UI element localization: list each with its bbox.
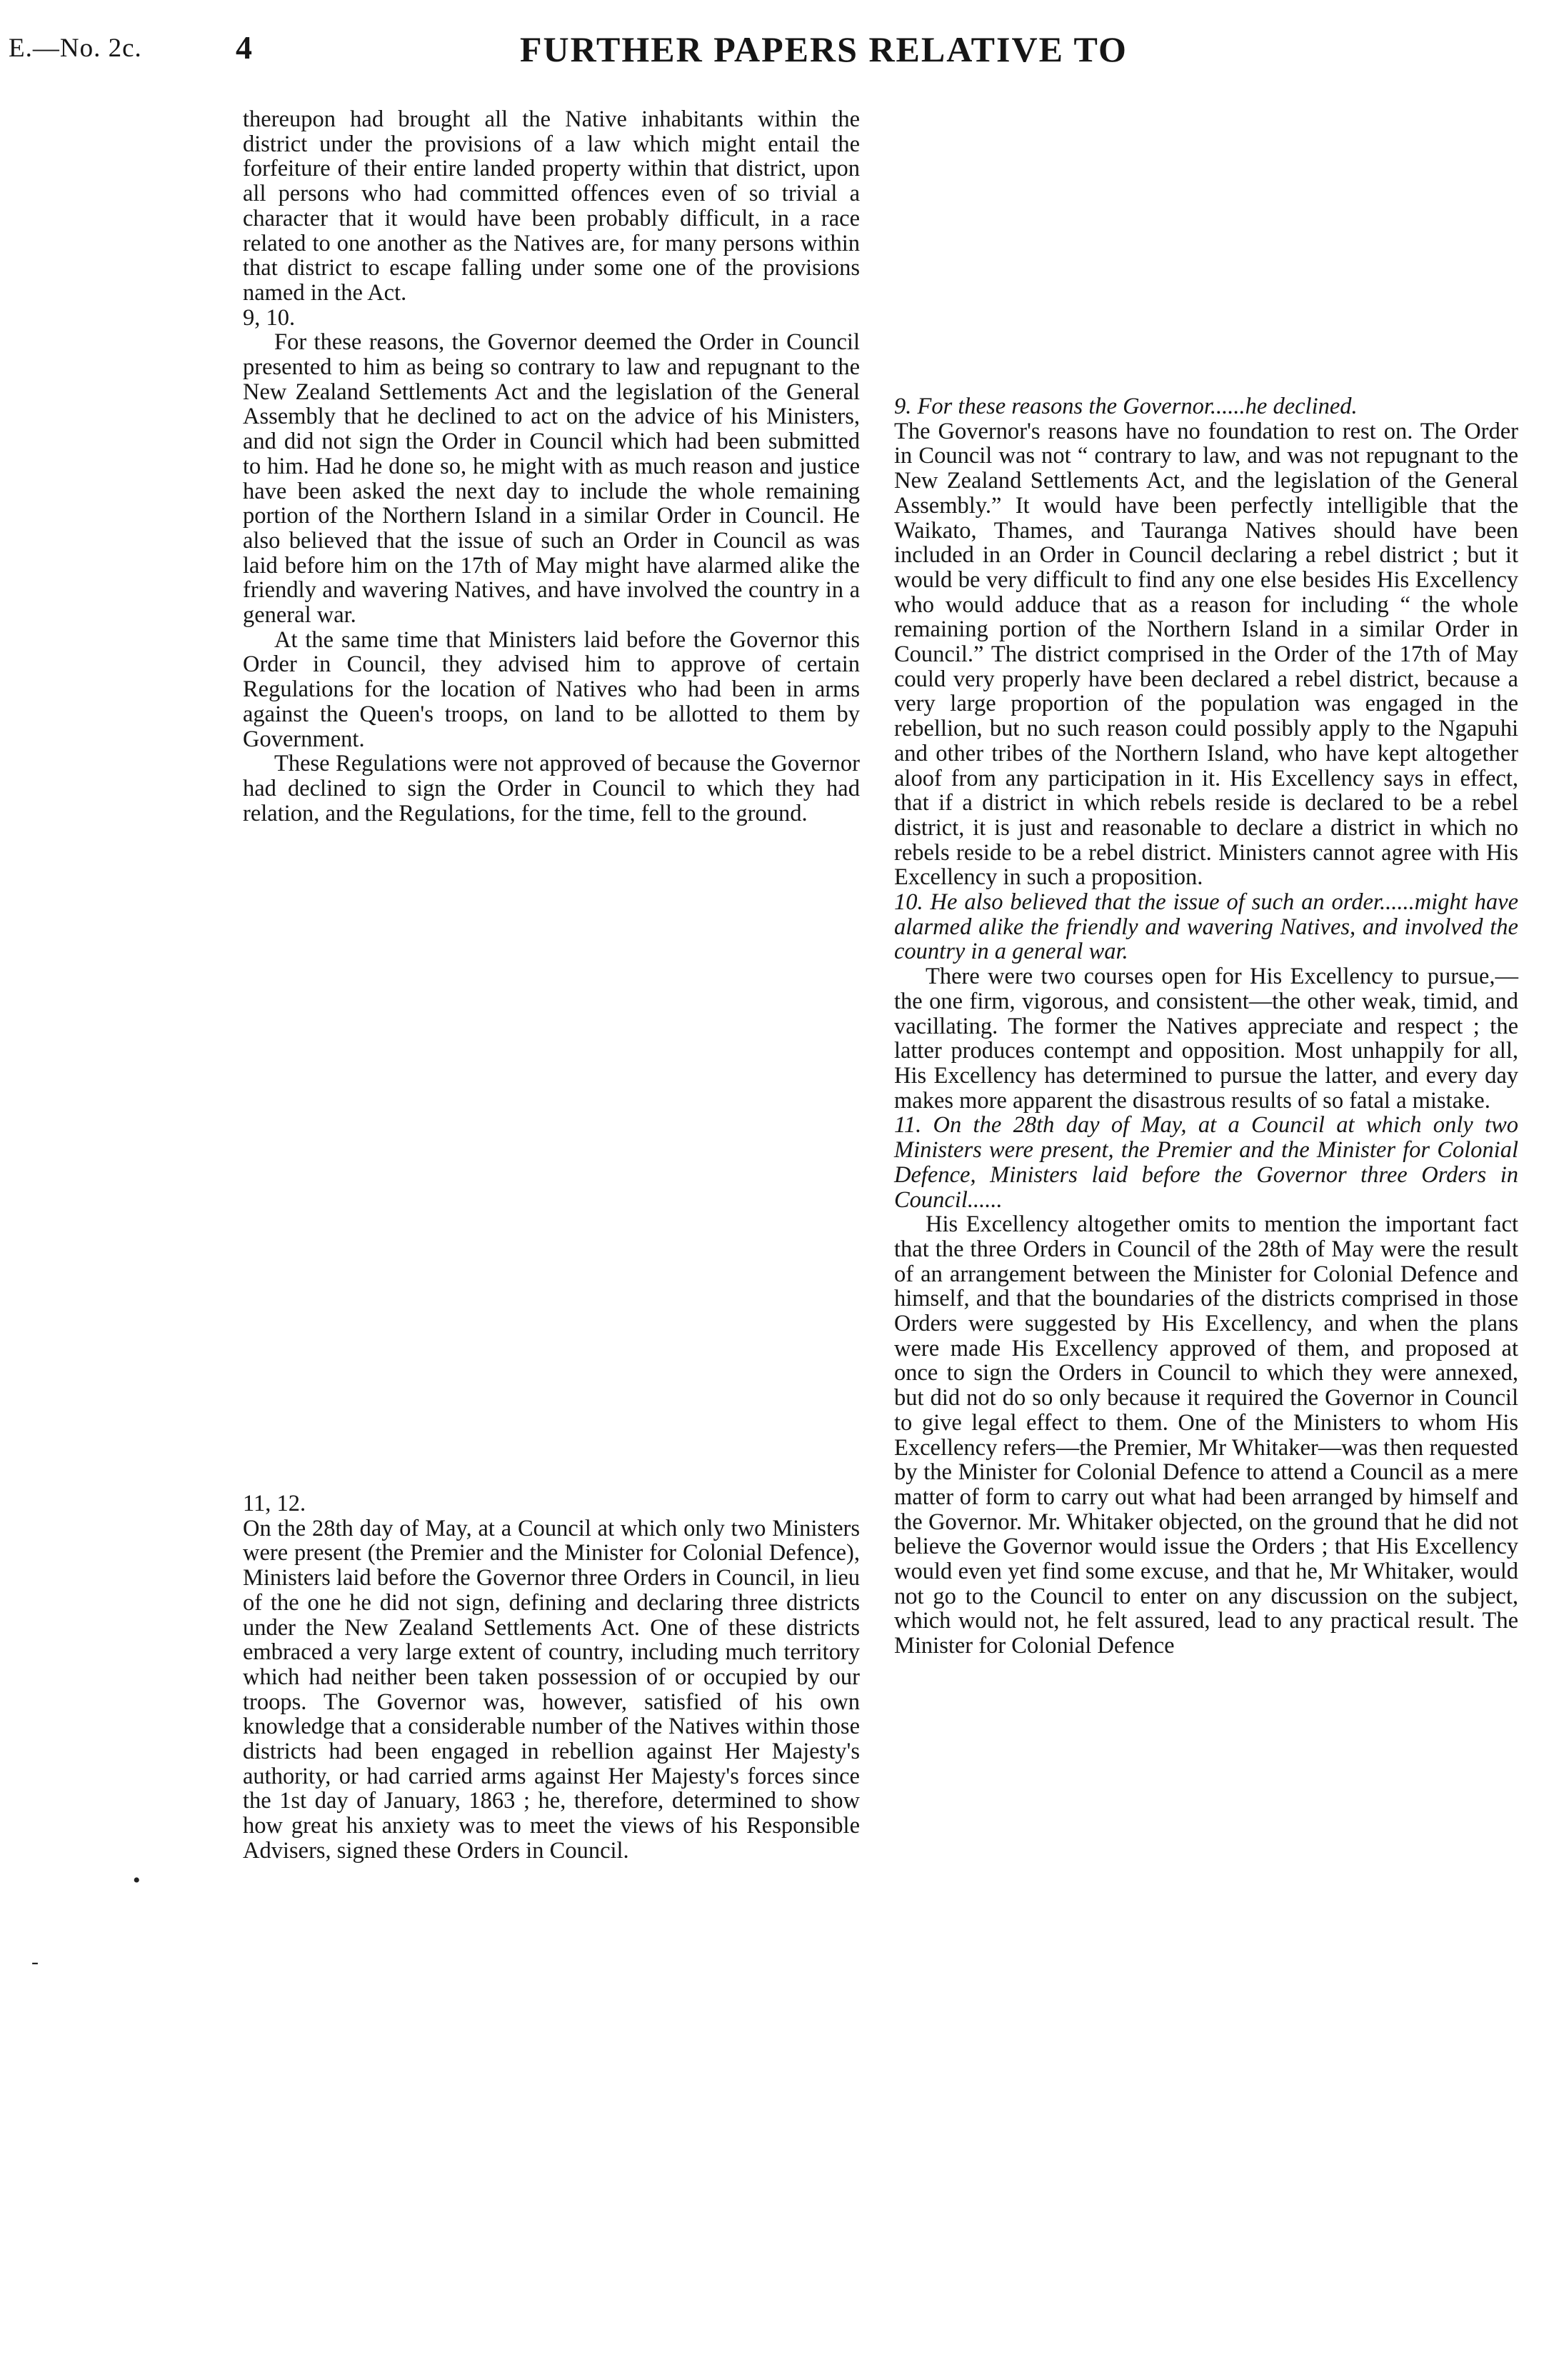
left-column-lower: [243, 1491, 860, 1864]
section-heading-9-10: 9, 10.: [243, 304, 296, 331]
quote-item-11: 11. On the 28th day of May, at a Council at which only two Ministers were present, the Premier and the Minister for Colonial Defence, Ministers laid before the Governor three Orders in Council......: [894, 1112, 1518, 1213]
paragraph-not-approved: These Regulations were not approved of because the Governor had declined to sign the Order in Council to which they had relation, and the Regulations, for the time, fell to the ground.: [243, 751, 860, 826]
paragraph-28th-may: On the 28th day of May, at a Council at which only two Ministers were present (the Premier and the Minister for Colonial Defence), Ministers laid before the Governor three Orders in Council, in lieu of the one he did not sign, defining and declaring three districts under the New Zealand Settlements Act. One of these districts embraced a very large extent of country, including much territory which had neither been taken possession of or occupied by our troops. The Governor was, however, satisfied of his own knowledge that a considerable number of the Natives within those districts had been engaged in rebellion against Her Majesty's authority, or had carried arms against Her Majesty's forces since the 1st day of January, 1863 ; he, therefore, determined to show how great his anxiety was to meet the views of his Responsible Advisers, signed these Orders in Council.: [243, 1515, 860, 1864]
document-reference: E.—No. 2c.: [9, 34, 142, 63]
paragraph-reasons: For these reasons, the Governor deemed the Order in Council presented to him as being so contrary to law and repugnant to the New Zealand Settlements Act and the legislation of the General Assembly that he declined to act on the advice of his Ministers, and did not sign the Order in Council which had been submitted to him. Had he done so, he might with as much reason and justice have been asked the next day to include the whole remaining portion of the Northern Island in a similar Order in Council. He also believed that the issue of such an Order in Council as was laid before him on the 17th of May might have alarmed alike the friendly and wavering Natives, and have involved the country in a general war.: [243, 329, 860, 629]
reply-item-11: His Excellency altogether omits to mention the important fact that the three Orders in Council of the 28th of May were the result of an arrangement between the Minister for Colonial Defence and himself, and that the boundaries of the districts comprised in those Orders were suggested by His Excellency, and when the plans were made His Excellency approved of them, and proposed at once to sign the Orders in Council to which they were annexed, but did not do so only because it required the Governor in Council to give legal effect to them. One of the Ministers to whom His Excellency refers—the Premier, Mr Whitaker—was then requested by the Minister for Colonial Defence to attend a Council as a mere matter of form to carry out what had been arranged by himself and the Governor. Mr. Whitaker objected, on the ground that he did not believe the Governor would issue the Orders ; that His Excellency would even yet find some excuse, and that he, Mr Whitaker, would not go to the Council to enter on any discussion on the subject, which would not, he felt assured, lead to any practical result. The Minister for Colonial Defence: [894, 1211, 1518, 1659]
running-title: FURTHER PAPERS RELATIVE TO: [520, 29, 1128, 69]
right-column: [894, 394, 1518, 1659]
section-heading-11-12: 11, 12.: [243, 1491, 306, 1516]
reply-item-9: The Governor's reasons have no foundation to rest on. The Order in Council was not “ contrary to law, and was not repugnant to the New Zealand Settlements Act, and the legislation of the General Assembly.” It would have been perfectly intelligible that the Waikato, Thames, and Tauranga Natives should have been included in an Order in Council declaring a rebel district ; but it would be very difficult to find any one else besides His Excellency who would adduce that as a reason for including “ the whole remaining portion of the Northern Island in a similar Order in Council.” The district comprised in the Order of the 17th of May could very properly have been declared a rebel district, because a very large proportion of the population was engaged in the rebellion, but no such reason could possibly apply to the Ngapuhi and other tribes of the Northern Island, who have kept altogether aloof from any participation in it. His Excellency says in effect, that if a district in which rebels reside is declared to be a rebel district, it is just and reasonable to declare a district in which no rebels reside to be a rebel district. Ministers cannot agree with His Excellency in such a proposition.: [894, 418, 1518, 891]
page-number: 4: [236, 29, 252, 66]
continued-paragraph: thereupon had brought all the Native inhabitants within the district under the provisions of a law which might entail the forfeiture of their entire landed property within that district, upon all persons who had committed offences even of so trivial a character that it would have been probably difficult, in a race related to one another as the Natives are, for many persons within that district to escape falling under some one of the provisions named in the Act.: [243, 106, 860, 306]
reply-item-10: There were two courses open for His Excellency to pursue,—the one firm, vigorous, and consistent—the other weak, timid, and vacillating. The former the Natives appreciate and respect ; the latter produces contempt and opposition. Most unhappily for all, His Excellency has determined to pursue the latter, and every day makes more apparent the disastrous results of so fatal a mistake.: [894, 964, 1518, 1114]
quote-item-9: 9. For these reasons the Governor......he declined.: [894, 394, 1358, 419]
quote-item-10: 10. He also believed that the issue of such an order......might have alarmed alike the friendly and wavering Natives, and involved the country in a general war.: [894, 889, 1518, 965]
paragraph-regulations: At the same time that Ministers laid before the Governor this Order in Council, they advised him to approve of certain Regulations for the location of Natives who had been in arms against the Queen's troops, on land to be allotted to them by Government.: [243, 626, 860, 752]
left-column-upper: [243, 107, 860, 826]
margin-dash: -: [31, 1950, 39, 1974]
margin-dot: •: [133, 1869, 141, 1892]
page-header: [0, 29, 1564, 79]
